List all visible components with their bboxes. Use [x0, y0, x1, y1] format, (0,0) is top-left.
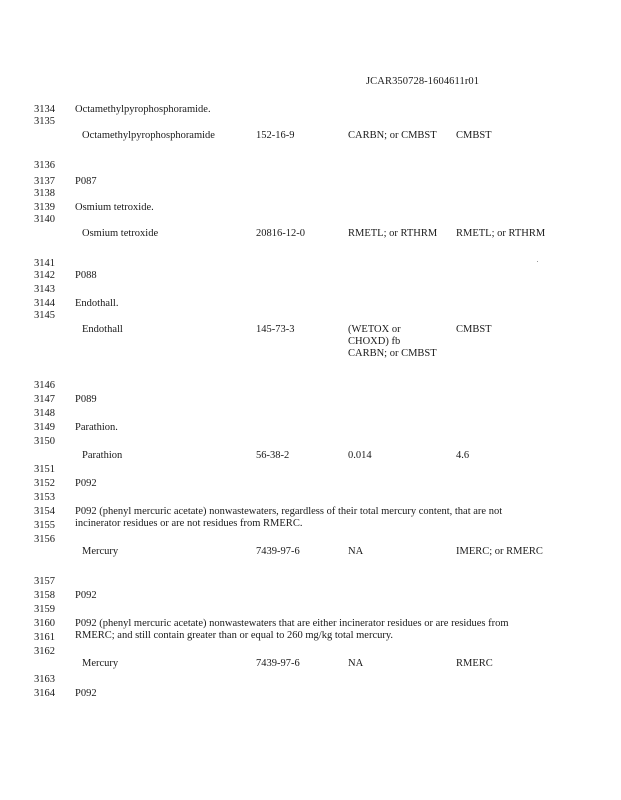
line-number: 3159 — [34, 604, 55, 615]
body-line: P092 — [75, 590, 97, 601]
line-number: 3137 — [34, 176, 55, 187]
line-number: 3143 — [34, 284, 55, 295]
constituent-cell: Mercury — [82, 546, 119, 557]
cas-number-cell: 7439-97-6 — [256, 658, 300, 669]
wastewater-standard-cell: NA — [348, 658, 364, 669]
line-number: 3163 — [34, 674, 55, 685]
line-number: 3145 — [34, 310, 55, 321]
constituent-cell: Mercury — [82, 658, 119, 669]
nonwastewater-standard-cell: RMERC — [456, 658, 493, 669]
line-number: 3152 — [34, 478, 55, 489]
wastewater-standard-cell: (WETOX or CHOXD) fb CARBN; or CMBST — [348, 324, 437, 359]
body-line: Parathion. — [75, 422, 118, 433]
cas-number-cell: 152-16-9 — [256, 130, 295, 141]
line-number: 3158 — [34, 590, 55, 601]
line-number: 3157 — [34, 576, 55, 587]
line-number: 3136 — [34, 160, 55, 171]
wastewater-standard-cell: NA — [348, 546, 364, 557]
line-number: 3144 — [34, 298, 55, 309]
constituent-cell: Osmium tetroxide — [82, 228, 159, 239]
constituent-cell: Endothall — [82, 324, 123, 335]
line-number: 3140 — [34, 214, 55, 225]
line-number: 3160 — [34, 618, 55, 629]
body-line: P088 — [75, 270, 97, 281]
line-number: 3134 — [34, 104, 55, 115]
line-number: 3153 — [34, 492, 55, 503]
body-line: P087 — [75, 176, 97, 187]
line-number: 3142 — [34, 270, 55, 281]
line-number: 3155 — [34, 520, 55, 531]
paragraph: P092 (phenyl mercuric acetate) nonwastewaters that are either incinerator residues or are residues from RMERC; and still contain greater than or equal to 260 mg/kg total mercury. — [75, 618, 509, 641]
paragraph: P092 (phenyl mercuric acetate) nonwastewaters, regardless of their total mercury content, that are not incinerator residues or are not residues from RMERC. — [75, 506, 503, 529]
scan-speck — [537, 261, 538, 262]
body-line: Osmium tetroxide. — [75, 202, 154, 213]
body-line: P089 — [75, 394, 97, 405]
nonwastewater-standard-cell: CMBST — [456, 324, 492, 335]
body-line: Endothall. — [75, 298, 119, 309]
wastewater-standard-cell: CARBN; or CMBST — [348, 130, 437, 141]
nonwastewater-standard-cell: 4.6 — [456, 450, 470, 461]
nonwastewater-standard-cell: RMETL; or RTHRM — [456, 228, 546, 239]
line-number: 3149 — [34, 422, 55, 433]
cas-number-cell: 56-38-2 — [256, 450, 290, 461]
line-number: 3151 — [34, 464, 55, 475]
body-line: Octamethylpyrophosphoramide. — [75, 104, 211, 115]
cas-number-cell: 145-73-3 — [256, 324, 295, 335]
cas-number-cell: 20816-12-0 — [256, 228, 305, 239]
constituent-cell: Parathion — [82, 450, 123, 461]
nonwastewater-standard-cell: IMERC; or RMERC — [456, 546, 543, 557]
line-number: 3141 — [34, 258, 55, 269]
line-number: 3147 — [34, 394, 55, 405]
line-number: 3138 — [34, 188, 55, 199]
constituent-cell: Octamethylpyrophosphoramide — [82, 130, 215, 141]
line-number: 3148 — [34, 408, 55, 419]
body-line: P092 — [75, 478, 97, 489]
document-code: JCAR350728-1604611r01 — [366, 76, 480, 87]
line-number: 3135 — [34, 116, 55, 127]
cas-number-cell: 7439-97-6 — [256, 546, 300, 557]
line-number: 3146 — [34, 380, 55, 391]
line-number: 3162 — [34, 646, 55, 657]
wastewater-standard-cell: RMETL; or RTHRM — [348, 228, 438, 239]
line-number: 3154 — [34, 506, 55, 517]
line-number: 3161 — [34, 632, 55, 643]
wastewater-standard-cell: 0.014 — [348, 450, 372, 461]
nonwastewater-standard-cell: CMBST — [456, 130, 492, 141]
line-number: 3156 — [34, 534, 55, 545]
line-number: 3150 — [34, 436, 55, 447]
body-line: P092 — [75, 688, 97, 699]
line-number: 3164 — [34, 688, 55, 699]
line-number: 3139 — [34, 202, 55, 213]
